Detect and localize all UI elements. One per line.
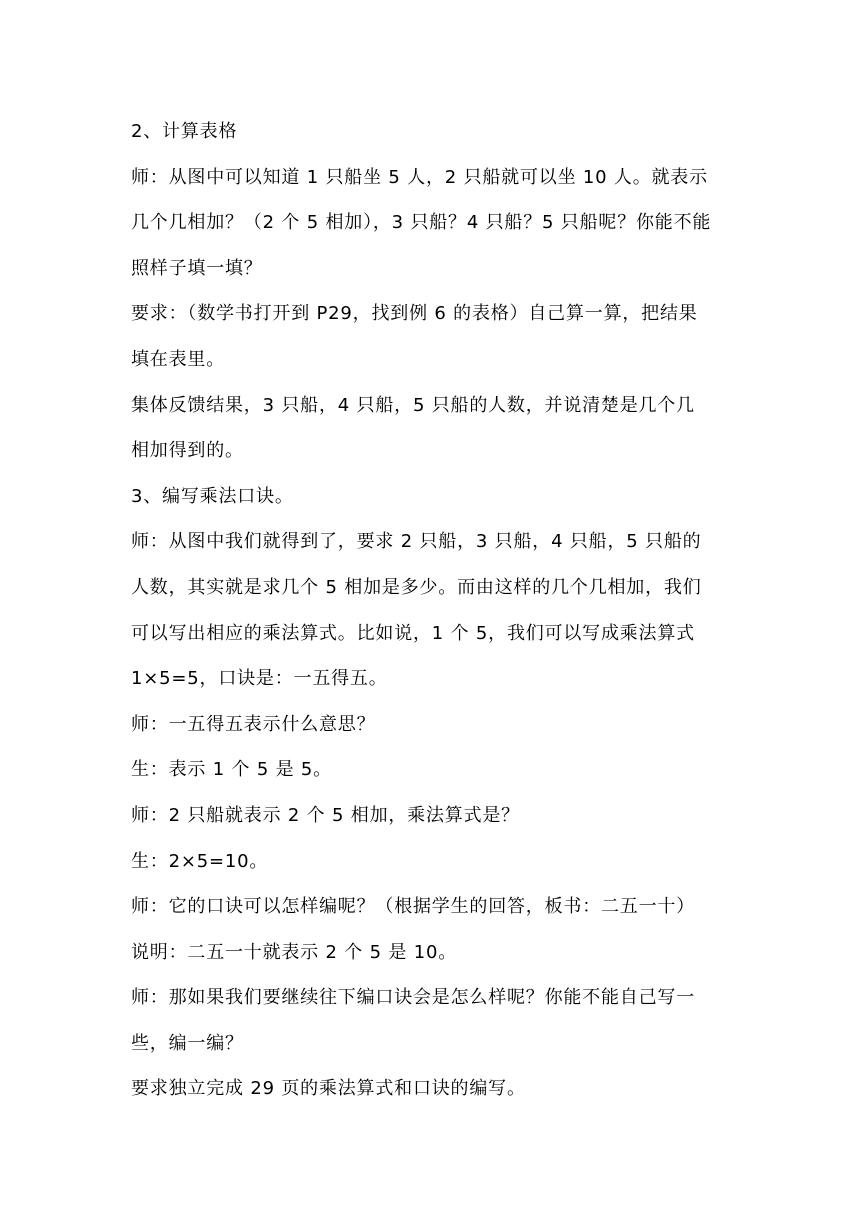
section-heading-calculate-table: 2、计算表格 <box>131 121 238 142</box>
paragraph-line: 师：从图中我们就得到了，要求 2 只船，3 只船，4 只船，5 只船的 <box>131 531 702 553</box>
paragraph-line: 师：2 只船就表示 2 个 5 相加，乘法算式是？ <box>131 804 520 826</box>
paragraph-line: 生：2×5=10。 <box>131 850 269 872</box>
paragraph-line: 些，编一编？ <box>131 1032 244 1054</box>
paragraph-line: 集体反馈结果，3 只船，4 只船，5 只船的人数，并说清楚是几个几 <box>131 394 695 416</box>
paragraph-line: 可以写出相应的乘法算式。比如说，1 个 5，我们可以写成乘法算式 <box>131 622 695 644</box>
paragraph-line: 师：从图中可以知道 1 只船坐 5 人，2 只船就可以坐 10 人。就表示 <box>131 166 708 188</box>
paragraph-line: 填在表里。 <box>131 348 225 370</box>
paragraph-line: 照样子填一填？ <box>131 257 263 279</box>
paragraph-line: 生：表示 1 个 5 是 5。 <box>131 759 332 781</box>
paragraph-line: 相加得到的。 <box>131 440 244 462</box>
paragraph-line: 师：那如果我们要继续往下编口诀会是怎么样呢？你能不能自己写一 <box>131 987 695 1009</box>
section-heading-multiplication-rhymes: 3、编写乘法口诀。 <box>131 485 294 507</box>
paragraph-line: 师：一五得五表示什么意思？ <box>131 713 376 735</box>
paragraph-line: 1×5=5，口诀是：一五得五。 <box>131 668 388 690</box>
paragraph-line: 说明：二五一十就表示 2 个 5 是 10。 <box>131 941 458 963</box>
paragraph-line: 人数，其实就是求几个 5 相加是多少。而由这样的几个几相加，我们 <box>131 576 702 598</box>
paragraph-line: 要求独立完成 29 页的乘法算式和口诀的编写。 <box>131 1078 526 1100</box>
paragraph-line: 几个几相加？（2 个 5 相加），3 只船？4 只船？5 只船呢？你能不能 <box>131 212 712 234</box>
paragraph-line: 要求：（数学书打开到 P29，找到例 6 的表格）自己算一算，把结果 <box>131 303 698 325</box>
document-body <box>131 109 731 1112</box>
paragraph-line: 师：它的口诀可以怎样编呢？（根据学生的回答，板书：二五一十） <box>131 896 695 918</box>
